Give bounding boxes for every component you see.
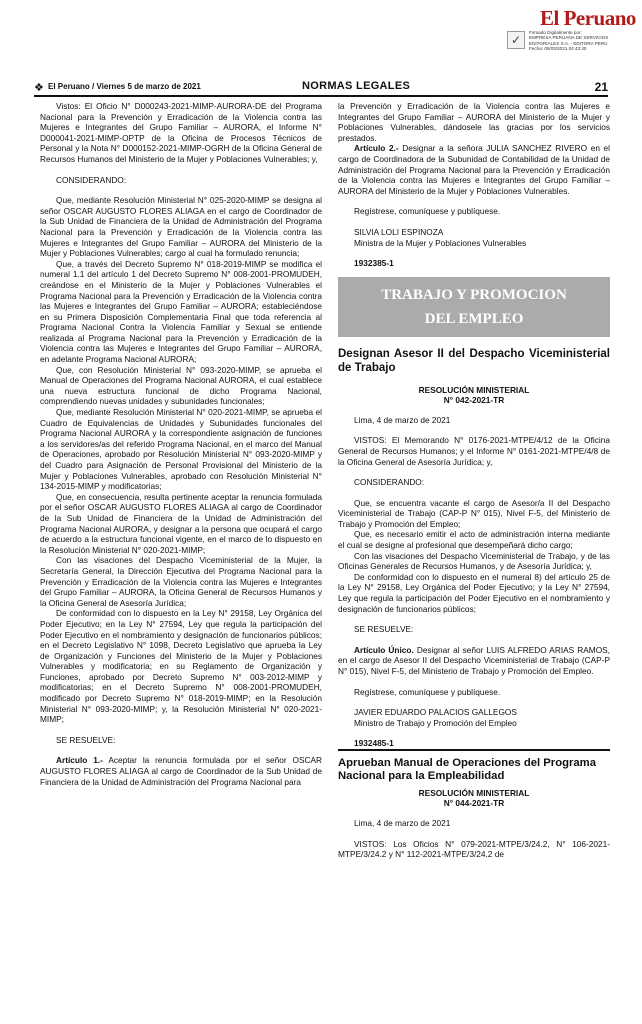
banner-line: TRABAJO Y PROMOCION xyxy=(381,286,567,303)
page-header xyxy=(34,80,608,97)
considerando-heading: CONSIDERANDO: xyxy=(56,174,127,185)
signature-line: Fecha: 05/03/2021 04:43:40 xyxy=(529,46,587,52)
digital-signature-block xyxy=(507,30,637,62)
resolution-number: N° 042-2021-TR xyxy=(443,394,505,405)
signer-title: Ministra de la Mujer y Poblaciones Vulnerables xyxy=(354,237,527,248)
article-label: Artículo Único. xyxy=(354,644,414,655)
paragraph: Que, mediante Resolución Ministerial N° 020-2021-MIMP, se aprueba el Cuadro de Equivalencias de Unidades y Subunidades funcionales del Programa Nacional AURORA y la correspondiente asignación de funciones a los servidores/as del referido Programa Nacional, en el marco del Manual de Operaciones, aprobado por Resolución Ministerial N° 093-2020-MIMP y del Cuadro para Asignación de Personal Provisional del Ministerio de la Mujer y Poblaciones Vulnerables, aprobado con Resolución Ministerial N° 134-2015-MIMP y modificatorias; xyxy=(40,407,322,492)
paragraph: la Prevención y Erradicación de la Violencia contra las Mujeres e Integrantes del Grupo Familiar – AURORA del Ministerio de la Mujer y Poblaciones Vulnerables, dándosele las gracias por los servicios prestados. xyxy=(338,101,610,143)
right-column xyxy=(338,101,610,860)
signature-line: EDITORIALES S.A. - EDITORA PERU xyxy=(529,40,608,46)
el-peruano-logo: El Peruano xyxy=(540,6,636,30)
publication-date: El Peruano / Viernes 5 de marzo de 2021 xyxy=(48,82,201,91)
document-number: 1932485-1 xyxy=(354,738,394,749)
article-unico xyxy=(338,645,610,677)
newspaper-icon: ❖ xyxy=(34,82,44,94)
paragraph: De conformidad con lo dispuesto en la Ley N° 29158, Ley Orgánica del Poder Ejecutivo; en la Ley N° 27594, Ley que regula la participación del Poder Ejecutivo en el nombramiento y designación de funcionarios públicos; en el Decreto Legislativo N° 1098, Decreto Legislativo que aprueba la Ley de Organización y Funciones del Ministerio de la Mujer y Poblaciones Vulnerables y modificatoria; en su Reglamento de Organización y Funciones, aprobado por Decreto Supremo N° 003-2012-MIMP y modificatorias; en el Decreto Supremo N° 008-2001-PROMUDEH, modificado por Decreto Supremo N° 018-2019-MIMP; en la Resolución Ministerial N° 093-2020-MIMP; y, la Resolución Ministerial N° 020-2021-MIMP; xyxy=(40,608,322,725)
signature-check-icon: ✓ xyxy=(507,31,525,49)
vistos-paragraph: Vistos: El Oficio N° D000243-2021-MIMP-AURORA-DE del Programa Nacional para la Prevención y Erradicación de la Violencia contra las Mujeres e Integrantes del Grupo Familiar – AURORA, el Informe N° D000041-2021-MIMP-OPTP de la Oficina de Procesos Técnicos de Personal y la Nota N° D000152-2021-MIMP-OGRH de la Oficina General de Recursos Humanos del Ministerio de la Mujer y Poblaciones Vulnerables; y, xyxy=(40,101,322,164)
date-line: Lima, 4 de marzo de 2021 xyxy=(354,414,451,425)
paragraph: Que, se encuentra vacante el cargo de Asesor/a II del Despacho Viceministerial de Trabajo (CAP-P N° 015), Nivel F-5, del Ministerio de Trabajo y Promoción del Empleo; xyxy=(338,497,610,529)
resolution-heading: RESOLUCIÓN MINISTERIAL xyxy=(418,384,530,395)
date-line: Lima, 4 de marzo de 2021 xyxy=(354,817,451,828)
page-number: 21 xyxy=(594,80,608,94)
paragraph: De conformidad con lo dispuesto en el numeral 8) del artículo 25 de la Ley N° 29158, Ley Orgánica del Poder Ejecutivo; y la Ley N° 27594, Ley que regula la participación del Poder Ejecutivo en el nombramiento y designación de funcionarios públicos; xyxy=(338,571,610,614)
left-column xyxy=(40,101,322,787)
paragraph: Que, a través del Decreto Supremo N° 018-2019-MIMP se modifica el numeral 1.1 del artículo 1 del Decreto Supremo N° 008-2001-PROMUDEH, creándose en el Ministerio de la Mujer y Poblaciones Vulnerables el Programa Nacional para la Prevención y Erradicación de la Violencia contra las Mujeres e Integrantes del Grupo Familiar – AURORA; estableciéndose en su Primera Disposición Complementaria Final que toda referencia al Programa Nacional Contra la Violencia Familiar y Sexual se entiende realizada al Programa Nacional para la Prevención y Erradicación de la Violencia contra las Mujeres e Integrantes del Grupo Familiar – AURORA, en adelante Programa Nacional AURORA; xyxy=(40,258,322,365)
section-title: NORMAS LEGALES xyxy=(302,80,411,92)
vistos-paragraph: VISTOS: El Memorando N° 0176-2021-MTPE/4/12 de la Oficina General de Recursos Humanos; y el Informe N° 0161-2021-MTPE/4/8 de la Oficina General de Asesoría Jurídica; y, xyxy=(338,435,610,467)
resolution-number: N° 044-2021-TR xyxy=(443,797,505,808)
signature-line: Firmado Digitalmente por: xyxy=(529,30,582,35)
article-label: Artículo 2.- xyxy=(354,143,399,154)
paragraph: Que, es necesario emitir el acto de administración interna mediante el cual se designe al profesional que desempeñará dicho cargo; xyxy=(338,529,610,551)
banner-line: DEL EMPLEO xyxy=(424,310,524,327)
paragraph: Que, mediante Resolución Ministerial N° 025-2020-MIMP se designa al señor OSCAR AUGUSTO FLORES ALIAGA en el cargo de Coordinador de la Sub Unidad de Financiera de la Unidad de Administración del Programa Nacional para la Prevención y Erradicación de la Violencia contra las Mujeres e Integrantes del Grupo Familiar – AURORA del Ministerio de la Mujer y Poblaciones Vulnerables; cargo al cual ha formulado renuncia; xyxy=(40,195,322,259)
paragraph: Que, en consecuencia, resulta pertinente aceptar la renuncia formulada por el señor OSCAR AUGUSTO FLORES ALIAGA al cargo de Coordinador de la Sub Unidad de Financiera de la Unidad de Administración del Programa Nacional AURORA, y designar a la persona que ocupará el cargo de acuerdo a la estructura funcional vigente, en el marco de lo dispuesto en la Resolución Ministerial N° 020-2021-MIMP; xyxy=(40,491,322,555)
signer-title: Ministro de Trabajo y Promoción del Empleo xyxy=(354,717,517,728)
paragraph: Con las visaciones del Despacho Viceministerial de Trabajo, y de las Oficinas Generales de Recursos Humanos, y de Asesoría Jurídica; y, xyxy=(338,550,610,572)
signer-name: SILVIA LOLI ESPINOZA xyxy=(354,226,444,237)
article-label: Artículo 1.- xyxy=(56,755,103,766)
considerando-heading: CONSIDERANDO: xyxy=(354,477,425,488)
section-banner xyxy=(338,277,610,337)
article-text: Aceptar la renuncia formulada por el señor OSCAR AUGUSTO FLORES ALIAGA al cargo de Coordinador de la Sub Unidad de Financiera de la Unidad de Administración del Programa Nacional para xyxy=(40,755,322,787)
paragraph: Con las visaciones del Despacho Viceministerial de la Mujer, la Secretaría General, la Dirección Ejecutiva del Programa Nacional para la Prevención y Erradicación de la Violencia contra las Mujeres e Integrantes del Grupo Familiar – AURORA, la Oficina General de Recursos Humanos y la Oficina General de Asesoría Jurídica; xyxy=(40,555,322,608)
signature-line: EMPRESA PERUANA DE SERVICIOS xyxy=(529,35,609,41)
article-text: Designar al señor LUIS ALFREDO ARIAS RAMOS, en el cargo de Asesor II del Despacho Viceministerial de Trabajo (CAP-P N° 015), Nivel F-5, del Ministerio de Trabajo y Promoción del Empleo. xyxy=(338,644,610,676)
registrese-line: Regístrese, comuníquese y publíquese. xyxy=(354,686,501,697)
article-2 xyxy=(338,143,610,196)
resolution-heading: RESOLUCIÓN MINISTERIAL xyxy=(418,787,530,798)
article-1 xyxy=(40,755,322,787)
vistos-paragraph: VISTOS: Los Oficios N° 079-2021-MTPE/3/24.2, N° 106-2021-MTPE/3/24.2 y N° 112-2021-MTPE/3/24.2 de xyxy=(338,838,610,860)
article-text: Designar a la señora JULIA SANCHEZ RIVERO en el cargo de Coordinadora de la Subunidad de Contabilidad de la Unidad de Administración del Programa Nacional para la Prevención y Erradicación de la Violencia contra las Mujeres e Integrantes del Grupo Familiar – AURORA del Ministerio de la Mujer y Poblaciones Vulnerables. xyxy=(338,143,610,196)
se-resuelve-heading: SE RESUELVE: xyxy=(56,734,116,745)
resolution-title: Aprueban Manual de Operaciones del Programa Nacional para la Empleabilidad xyxy=(338,749,610,784)
signature-text xyxy=(529,30,637,52)
document-number: 1932385-1 xyxy=(354,258,394,269)
signer-name: JAVIER EDUARDO PALACIOS GALLEGOS xyxy=(354,707,517,718)
se-resuelve-heading: SE RESUELVE: xyxy=(354,624,414,635)
registrese-line: Regístrese, comuníquese y publíquese. xyxy=(354,206,501,217)
resolution-title: Designan Asesor II del Despacho Viceministerial de Trabajo xyxy=(338,347,610,374)
paragraph: Que, con Resolución Ministerial N° 093-2020-MIMP, se aprueba el Manual de Operaciones del Programa Nacional AURORA, el cual establece una nueva estructura funcional de dicho Programa Nacional, comprendiendo nuevas unidades y subunidades funcionales; xyxy=(40,364,322,407)
